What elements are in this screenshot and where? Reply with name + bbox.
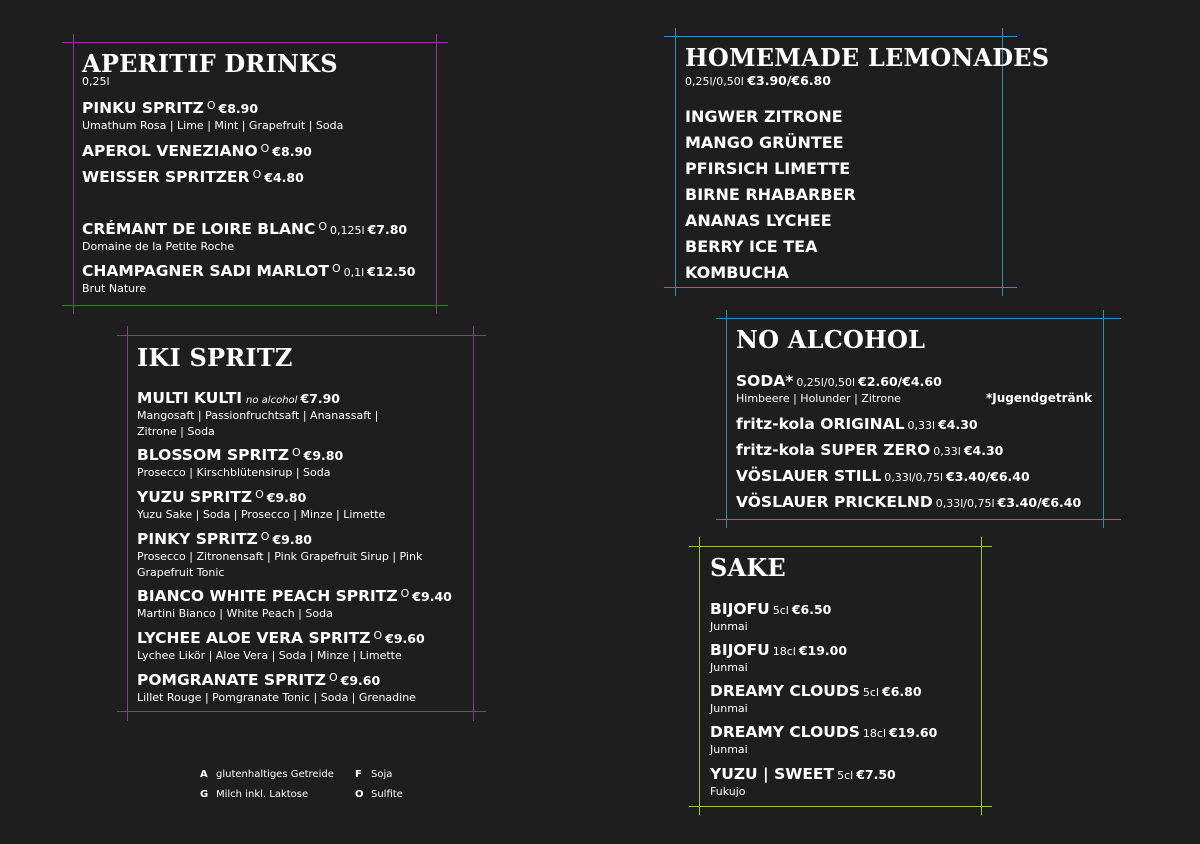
menu-item (710, 722, 937, 758)
item-name: PINKU SPRITZ (82, 99, 204, 117)
item-price: €12.50 (367, 264, 416, 279)
menu-item (710, 599, 831, 635)
item-name: SODA* (736, 372, 794, 390)
frame-line (436, 34, 437, 314)
frame-line (689, 806, 992, 807)
item-note: no alcohol (246, 395, 298, 406)
frame-line (473, 326, 474, 721)
item-price: €4.30 (938, 417, 978, 432)
item-description: Prosecco | Kirschblütensirup | Soda (137, 466, 331, 480)
legend-code: G (200, 789, 209, 800)
legend-code: F (355, 769, 362, 780)
item-size: 0,33l (907, 419, 936, 432)
lemonade-item: BERRY ICE TEA (685, 237, 818, 256)
item-name: WEISSER SPRITZER (82, 168, 250, 186)
item-name: BIJOFU (710, 641, 770, 659)
item-description: Junmai (710, 702, 748, 716)
frame-line (716, 519, 1121, 520)
frame-line (689, 546, 992, 547)
lemonade-item: KOMBUCHA (685, 263, 789, 282)
frame-line (117, 335, 486, 336)
allergen-mark: O (255, 488, 264, 501)
menu-item (137, 388, 407, 440)
item-size: 0,1l (343, 266, 365, 279)
item-price: €8.90 (218, 101, 259, 116)
item-name: YUZU | SWEET (710, 765, 835, 783)
item-price: €6.80 (882, 684, 922, 699)
item-description: Domaine de la Petite Roche (82, 240, 235, 254)
frame-line (726, 310, 727, 528)
frame-line (1103, 310, 1104, 528)
item-price: €2.60/€4.60 (858, 374, 942, 389)
menu-item (710, 640, 847, 676)
item-price: €9.60 (340, 673, 381, 688)
menu-item (710, 764, 896, 800)
item-description: Mangosaft | Passionfruchtsaft | Ananassaft | Zitrone | Soda (137, 409, 379, 439)
item-name: BIANCO WHITE PEACH SPRITZ (137, 587, 398, 605)
allergen-mark: O (260, 142, 270, 155)
item-size: 0,33l/0,75l (935, 497, 995, 510)
menu-item (736, 492, 1081, 512)
item-description: Junmai (710, 743, 748, 757)
item-price: €19.60 (889, 725, 938, 740)
item-price: €9.80 (266, 490, 307, 505)
lemonade-item: BIRNE RHABARBER (685, 185, 856, 204)
menu-item (137, 487, 385, 523)
allergen-mark: O (252, 168, 262, 181)
section-title: APERITIF DRINKS (82, 49, 338, 78)
section-subtitle (685, 73, 831, 88)
lemonades-section (664, 28, 1050, 296)
item-price: €4.30 (963, 443, 1004, 458)
menu-item (137, 445, 343, 481)
legend-code: O (355, 789, 364, 800)
section-title: IKI SPRITZ (137, 343, 293, 372)
item-price: €3.40/€6.40 (997, 495, 1082, 510)
item-description: Himbeere | Holunder | Zitrone (736, 392, 901, 406)
frame-line (62, 42, 448, 43)
item-price: €9.60 (385, 631, 425, 646)
item-description: Junmai (710, 620, 748, 634)
item-description: Junmai (710, 661, 748, 675)
item-name: fritz-kola ORIGINAL (736, 415, 905, 433)
item-name: BIJOFU (710, 600, 770, 618)
allergen-mark: O (400, 587, 410, 600)
legend-label: Sulfite (371, 789, 403, 800)
section-title: NO ALCOHOL (736, 325, 926, 354)
item-size: 0,33l/0,75l (884, 471, 944, 484)
legend-label: Milch inkl. Laktose (216, 789, 309, 800)
footnote: *Jugendgetränk (986, 391, 1093, 405)
legend-code: A (200, 769, 208, 780)
item-name: fritz-kola SUPER ZERO (736, 441, 931, 459)
menu-item (137, 586, 452, 622)
iki-spritz-section (117, 326, 486, 721)
item-description: Umathum Rosa | Lime | Mint | Grapefruit | Soda (82, 119, 344, 133)
item-price: €6.50 (791, 602, 832, 617)
item-size: 5cl (772, 604, 789, 617)
menu-item (137, 529, 427, 581)
frame-line (62, 305, 448, 306)
item-description: Lillet Rouge | Pomgranate Tonic | Soda | Grenadine (137, 691, 416, 705)
frame-line (664, 36, 1017, 37)
item-name: DREAMY CLOUDS (710, 723, 860, 741)
item-name: POMGRANATE SPRITZ (137, 671, 326, 689)
menu-item (82, 98, 343, 134)
item-price: €9.80 (272, 532, 312, 547)
item-name: CRÉMANT DE LOIRE BLANC (82, 220, 316, 238)
menu-item (82, 167, 304, 187)
legend-entry (355, 769, 392, 780)
legend-label: Soja (371, 769, 393, 780)
item-price: €7.50 (856, 767, 896, 782)
allergen-mark: O (206, 99, 216, 112)
item-description: Martini Bianco | White Peach | Soda (137, 607, 333, 621)
frame-line (73, 34, 74, 314)
item-size: 0,33l (933, 445, 961, 458)
item-price: €7.90 (300, 391, 340, 406)
allergen-mark: O (291, 446, 301, 459)
aperitif-section (62, 34, 448, 314)
item-name: VÖSLAUER STILL (736, 467, 882, 485)
menu-item (736, 371, 942, 407)
lemonade-item: PFIRSICH LIMETTE (685, 159, 851, 178)
item-name: MULTI KULTI (137, 389, 243, 407)
item-name: LYCHEE ALOE VERA SPRITZ (137, 629, 371, 647)
frame-line (716, 318, 1121, 319)
section-subtitle: 0,25l (82, 75, 110, 88)
item-description: Prosecco | Zitronensaft | Pink Grapefruit Sirup | Pink Grapefruit Tonic (137, 550, 423, 580)
sake-section (689, 537, 992, 815)
menu-item (710, 681, 922, 717)
lemonade-item: ANANAS LYCHEE (685, 211, 832, 230)
menu-item (736, 414, 978, 434)
item-name: CHAMPAGNER SADI MARLOT (82, 262, 329, 280)
item-price: €7.80 (367, 222, 408, 237)
menu-item (82, 261, 415, 297)
item-name: YUZU SPRITZ (137, 488, 253, 506)
allergen-mark: O (328, 671, 338, 684)
item-price: €3.40/€6.40 (946, 469, 1030, 484)
item-size: 5cl (837, 769, 854, 782)
frame-line (117, 711, 486, 712)
lemonade-sizes: 0,25l/0,50l (685, 75, 744, 88)
legend-label: glutenhaltiges Getreide (216, 769, 334, 780)
lemonade-price: €3.90/€6.80 (747, 73, 831, 88)
item-name: DREAMY CLOUDS (710, 682, 860, 700)
item-price: €19.00 (798, 643, 848, 658)
item-name: PINKY SPRITZ (137, 530, 258, 548)
item-price: €9.40 (412, 589, 452, 604)
menu-item (82, 219, 407, 255)
menu-item (137, 628, 425, 664)
item-price: €9.80 (303, 448, 344, 463)
item-size: 18cl (862, 727, 887, 740)
menu-item (137, 670, 416, 706)
lemonade-item: MANGO GRÜNTEE (685, 133, 844, 152)
lemonade-item: INGWER ZITRONE (685, 107, 843, 126)
frame-line (699, 537, 700, 815)
menu-item (736, 440, 1003, 460)
item-description: Lychee Likör | Aloe Vera | Soda | Minze | Limette (137, 649, 402, 663)
frame-line (675, 28, 676, 296)
item-description: Fukujo (710, 785, 746, 799)
allergen-mark: O (260, 530, 270, 543)
item-price: €4.80 (264, 170, 304, 185)
frame-line (127, 326, 128, 721)
item-description: Brut Nature (82, 282, 147, 296)
item-size: 0,125l (330, 224, 365, 237)
menu-item (736, 466, 1030, 486)
item-description: Yuzu Sake | Soda | Prosecco | Minze | Limette (137, 508, 386, 522)
item-price: €8.90 (272, 144, 312, 159)
menu-item (82, 141, 312, 161)
item-name: BLOSSOM SPRITZ (137, 446, 289, 464)
allergen-mark: O (331, 262, 341, 275)
item-size: 5cl (862, 686, 880, 699)
legend-entry (200, 769, 334, 780)
allergen-mark: O (318, 220, 328, 233)
section-title: SAKE (710, 553, 786, 582)
section-title: HOMEMADE LEMONADES (685, 43, 1050, 72)
allergen-mark: O (373, 629, 383, 642)
item-name: VÖSLAUER PRICKELND (736, 493, 933, 511)
legend-entry (355, 789, 403, 800)
no-alcohol-section (716, 310, 1121, 528)
frame-line (664, 287, 1017, 288)
item-size: 18cl (772, 645, 796, 658)
frame-line (981, 537, 982, 815)
item-size: 0,25l/0,50l (796, 376, 856, 389)
legend-entry (200, 789, 308, 800)
item-name: APEROL VENEZIANO (82, 142, 258, 160)
